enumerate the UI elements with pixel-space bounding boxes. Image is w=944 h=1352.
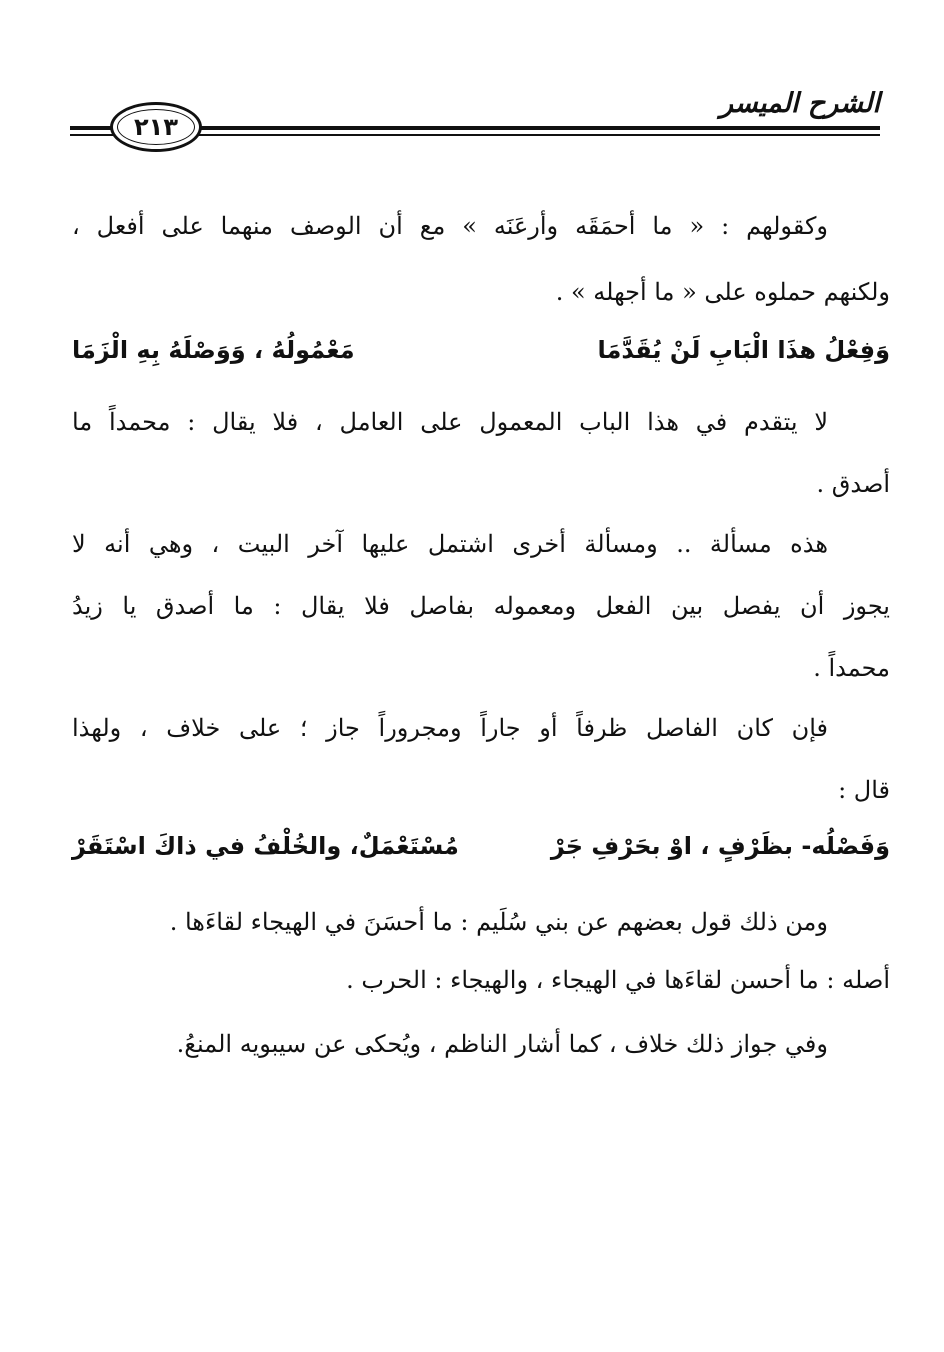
verse-1	[72, 336, 890, 364]
text-line-8: فإن كان الفاصل ظرفاً أو جاراً ومجروراً جاز ؛ على خلاف ، ولهذا	[72, 714, 828, 742]
text-line-7: محمداً .	[813, 654, 890, 682]
text-line-9: قال :	[838, 776, 890, 804]
verse-1-second-hemistich: مَعْمُولُهُ ، وَوَصْلَهُ بِهِ الْزَمَا	[72, 336, 355, 364]
page-header	[70, 88, 880, 168]
text-line-4: أصدق .	[816, 470, 890, 498]
text-line-1: وكقولهم : « ما أحمَقَه وأرعَنَه » مع أن الوصف منهما على أفعل ،	[72, 212, 828, 240]
verse-2	[72, 832, 890, 860]
page-number-oval	[110, 102, 202, 152]
page-number: ٢١٣	[134, 113, 178, 141]
text-line-10: ومن ذلك قول بعضهم عن بني سُلَيم : ما أحسَنَ في الهيجاء لقاءَها .	[169, 908, 828, 936]
text-line-6: يجوز أن يفصل بين الفعل ومعموله بفاصل فلا يقال : ما أصدق يا زيدُ	[72, 592, 890, 620]
text-line-3: لا يتقدم في هذا الباب المعمول على العامل ، فلا يقال : محمداً ما	[72, 408, 828, 436]
text-line-12: وفي جواز ذلك خلاف ، كما أشار الناظم ، ويُحكى عن سيبويه المنعُ.	[176, 1030, 828, 1058]
verse-2-second-hemistich: مُسْتَعْمَلٌ، والخُلْفُ في ذاكَ اسْتَقَرْ	[72, 832, 459, 860]
text-line-2: ولكنهم حملوه على « ما أجهله » .	[555, 278, 890, 306]
verse-2-first-hemistich: وَفَصْلُه- بظَرْفٍ ، اوْ بحَرْفِ جَرْ	[550, 832, 890, 860]
text-line-5: هذه مسألة .. ومسألة أخرى اشتمل عليها آخر البيت ، وهي أنه لا	[72, 530, 828, 558]
verse-1-first-hemistich: وَفِعْلُ هذَا الْبَابِ لَنْ يُقَدَّمَا	[597, 336, 890, 364]
book-title: الشرح الميسر	[719, 88, 880, 119]
text-line-11: أصله : ما أحسن لقاءَها في الهيجاء ، والهيجاء : الحرب .	[346, 966, 890, 994]
